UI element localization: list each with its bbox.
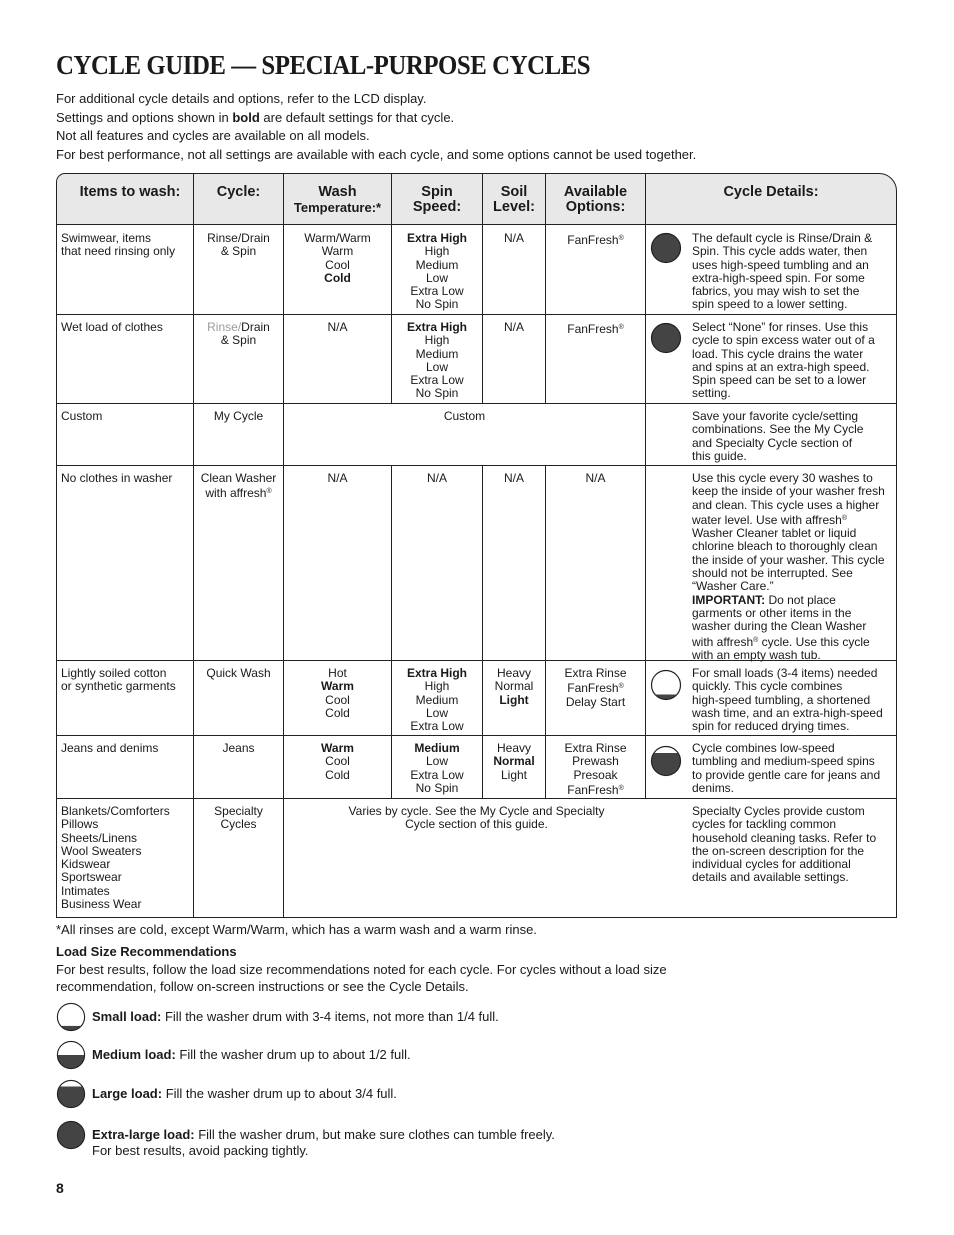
row-soil-level: N/A — [503, 320, 524, 334]
row-cycle: Quick Wash — [206, 666, 271, 680]
medium-load-icon — [56, 1040, 86, 1070]
header-cycle: Cycle: — [216, 184, 261, 200]
row-wash-temp: Warm/Warm Warm Cool Cold — [304, 231, 371, 285]
page-title: CYCLE GUIDE — SPECIAL-PURPOSE CYCLES — [56, 50, 591, 80]
row-items: No clothes in washer — [61, 471, 173, 485]
legend-text: Extra-large load: Fill the washer drum, but make sure clothes can tumble freely. For best results, avoid packing tightly. — [92, 1127, 555, 1158]
row-cycle: Specialty Cycles — [214, 804, 263, 832]
row-cycle: Clean Washer with affresh® — [200, 471, 277, 501]
footnote: *All rinses are cold, except Warm/Warm, which has a warm wash and a warm rinse. — [56, 922, 537, 937]
row-items: Lightly soiled cotton or synthetic garments — [61, 666, 176, 694]
row-details: The default cycle is Rinse/Drain & Spin. This cycle adds water, then uses high-speed tumbling and an extra-high-speed spin. For some fabrics, you may wish to set the spin speed to a lower setting. — [692, 231, 873, 312]
load-size-description: For best results, follow the load size recommendations noted for each cycle. For cycles without a load size recommendation, follow on-screen instructions or see the Cycle Details. — [56, 962, 667, 994]
row-merged-settings: Varies by cycle. See the My Cycle and Specialty Cycle section of this guide. — [348, 804, 605, 832]
row-details: Specialty Cycles provide custom cycles for tackling common household cleaning tasks. Refer to the on-screen description for the individual cycles for additional details and available settings. — [692, 804, 877, 885]
intro-text — [56, 90, 696, 164]
row-details: Use this cycle every 30 washes to keep the inside of your washer fresh and clean. This cycle uses a higher water level. Use with affresh® Washer Cleaner tablet or liquid chlorine bleach to thoroughly clean the inside of your washer. This cycle should not be interrupted. See “Washer Care.” IMPORTANT: Do not place garments or other items in the washer during the Clean Washer with affresh® cycle. Use this cycle with an empty wash tub. — [692, 471, 885, 662]
header-wash-temperature: Wash Temperature:* — [293, 184, 382, 215]
row-spin-speed: Extra High High Medium Low Extra Low No Spin — [406, 231, 467, 312]
extra-large-load-icon — [56, 1120, 86, 1150]
row-spin-speed: N/A — [426, 471, 447, 485]
cycle-table — [56, 173, 897, 918]
header-soil-level: Soil Level: — [493, 184, 535, 215]
small-load-icon — [650, 669, 682, 701]
row-wash-temp: N/A — [327, 471, 348, 485]
header-available-options: Available Options: — [563, 184, 628, 215]
row-spin-speed: Extra High High Medium Low Extra Low — [406, 666, 467, 734]
intro-line: For additional cycle details and options, refer to the LCD display. — [56, 91, 427, 106]
row-soil-level: N/A — [503, 471, 524, 485]
row-items: Swimwear, items that need rinsing only — [61, 231, 176, 259]
load-size-heading: Load Size Recommendations — [56, 944, 237, 959]
row-items: Custom — [61, 409, 103, 423]
intro-line: For best performance, not all settings are available with each cycle, and some options cannot be used together. — [56, 146, 697, 162]
intro-line: Settings and options shown in bold are default settings for that cycle. — [56, 109, 455, 125]
row-soil-level: N/A — [503, 231, 524, 245]
row-cycle: My Cycle — [213, 409, 264, 423]
row-details: Select “None” for rinses. Use this cycle to spin excess water out of a load. This cycle drains the water and spins at an extra-high speed. Spin speed can be set to a lower setting. — [692, 320, 875, 401]
row-soil-level: Heavy Normal Light — [494, 666, 534, 707]
row-wash-temp: Hot Warm Cool Cold — [321, 666, 354, 720]
row-options: FanFresh® — [567, 322, 624, 336]
large-load-icon — [56, 1079, 86, 1109]
row-cycle: Rinse/Drain & Spin — [207, 320, 270, 348]
intro-line: Not all features and cycles are available on all models. — [56, 128, 370, 143]
header-cycle-details: Cycle Details: — [723, 184, 819, 200]
row-spin-speed: Extra High High Medium Low Extra Low No Spin — [406, 320, 467, 401]
row-items: Jeans and denims — [61, 741, 159, 755]
row-cycle: Rinse/Drain & Spin — [207, 231, 270, 259]
header-items-to-wash: Items to wash: — [79, 184, 181, 200]
row-items: Wet load of clothes — [61, 320, 163, 334]
row-options: FanFresh® — [567, 233, 624, 247]
large-load-icon — [650, 745, 682, 777]
row-options: Extra Rinse Prewash Presoak FanFresh® — [564, 741, 627, 797]
small-load-icon — [56, 1002, 86, 1032]
page-number: 8 — [56, 1180, 64, 1196]
row-items: Blankets/Comforters Pillows Sheets/Linens Wool Sweaters Kidswear Sportswear Intimates Business Wear — [61, 804, 170, 912]
legend-text: Medium load: Fill the washer drum up to about 1/2 full. — [92, 1047, 411, 1062]
row-spin-speed: Medium Low Extra Low No Spin — [410, 741, 464, 795]
header-spin-speed: Spin Speed: — [412, 184, 462, 215]
extra-large-load-icon — [650, 232, 682, 264]
row-options: Extra Rinse FanFresh® Delay Start — [564, 666, 627, 709]
row-wash-temp: N/A — [327, 320, 348, 334]
row-soil-level: Heavy Normal Light — [493, 741, 535, 782]
legend-text: Small load: Fill the washer drum with 3-4 items, not more than 1/4 full. — [92, 1009, 499, 1024]
row-wash-temp: Warm Cool Cold — [321, 741, 354, 782]
row-details: Cycle combines low-speed tumbling and medium-speed spins to provide gentle care for jeans and denims. — [692, 741, 881, 795]
row-details: Save your favorite cycle/setting combinations. See the My Cycle and Specialty Cycle section of this guide. — [692, 409, 864, 463]
extra-large-load-icon — [650, 322, 682, 354]
legend-text: Large load: Fill the washer drum up to about 3/4 full. — [92, 1086, 397, 1101]
row-details: For small loads (3-4 items) needed quickly. This cycle combines high-speed tumbling, a shortened wash time, and an extra-high-speed spin for reduced drying times. — [692, 666, 883, 734]
row-cycle: Jeans — [222, 741, 255, 755]
row-merged-settings: Custom — [443, 409, 486, 423]
row-options: N/A — [585, 471, 606, 485]
